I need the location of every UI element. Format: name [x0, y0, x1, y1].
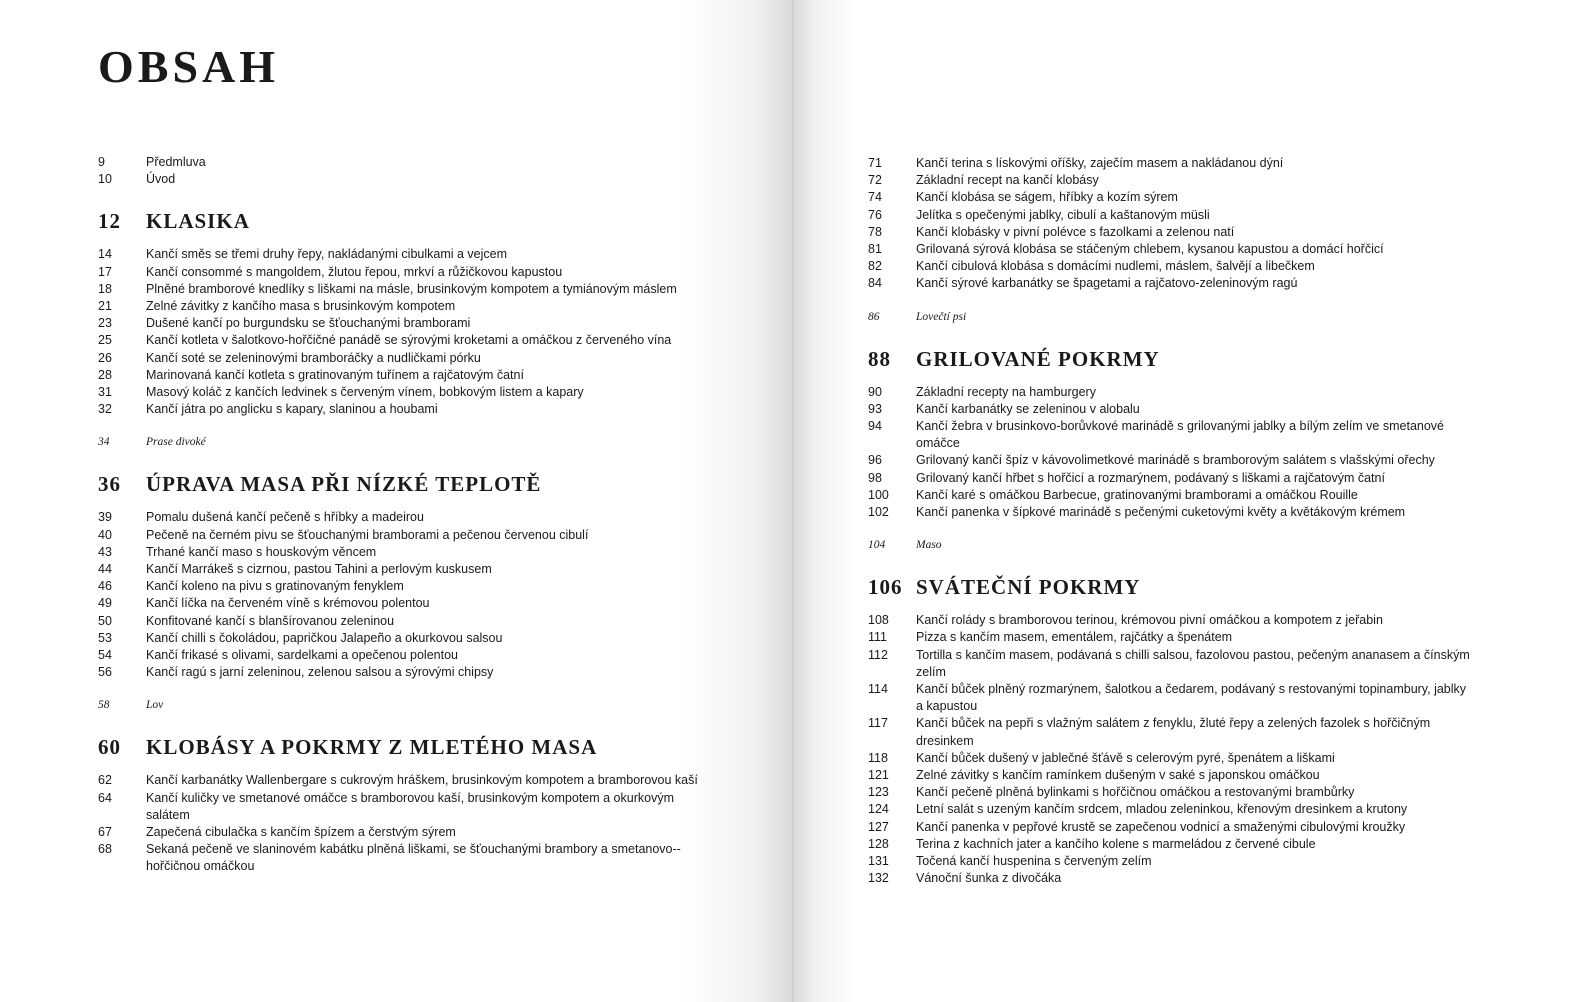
- toc-entry: [98, 298, 794, 315]
- entry-title: Kančí líčka na červeném víně s krémovou polentou: [146, 596, 430, 611]
- feature-title: Prase divoké: [146, 436, 206, 449]
- entry-title: Točená kančí huspenina s červeným zelím: [916, 854, 1152, 869]
- toc-section: [98, 471, 794, 714]
- toc-entry: [868, 487, 1588, 504]
- entry-page-number: 132: [868, 871, 889, 886]
- toc-entry: [868, 819, 1588, 836]
- entry-page-number: 76: [868, 207, 882, 222]
- toc-entry: [98, 578, 794, 595]
- entry-page-number: 72: [868, 173, 882, 188]
- entry-page-number: 50: [98, 613, 112, 628]
- entry-title: Úvod: [146, 172, 176, 187]
- entry-title: Kančí consommé s mangoldem, žlutou řepou, mrkví a růžičkovou kapustou: [146, 264, 563, 279]
- toc-entry: [98, 332, 794, 349]
- entry-title: Kančí bůček na pepři s vlažným salátem z fenyklu, žluté řepy a zelených fazolek s hořčičným dresinkem: [916, 716, 1431, 748]
- entry-title: Masový koláč z kančích ledvinek s červeným vínem, bobkovým listem a kapary: [146, 385, 584, 400]
- entry-title: Kančí směs se třemi druhy řepy, nakládanými cibulkami a vejcem: [146, 247, 508, 262]
- toc-entry: [868, 401, 1588, 418]
- left-sections: [98, 208, 794, 875]
- toc-entry: [98, 630, 794, 647]
- entry-title: Základní recepty na hamburgery: [916, 384, 1096, 399]
- toc-entry: [98, 527, 794, 544]
- toc-entry: [868, 784, 1588, 801]
- toc-entry: [868, 836, 1588, 853]
- toc-entry: [98, 790, 794, 824]
- entry-title: Jelítka s opečenými jablky, cibulí a kaštanovým müsli: [916, 207, 1210, 222]
- entry-page-number: 131: [868, 854, 889, 869]
- toc-entry: [98, 367, 794, 384]
- entry-page-number: 84: [868, 276, 882, 291]
- entry-title: Plněné bramborové knedlíky s liškami na másle, brusinkovým kompotem a tymiánovým máslem: [146, 281, 677, 296]
- section-heading: [868, 346, 1588, 372]
- entry-title: Kančí karé s omáčkou Barbecue, gratinovanými bramborami a omáčkou Rouille: [916, 487, 1358, 502]
- feature-page-number: 58: [98, 699, 110, 712]
- entry-page-number: 39: [98, 510, 112, 525]
- feature-page-number: 104: [868, 539, 886, 552]
- entry-title: Vánoční šunka z divočáka: [916, 871, 1062, 886]
- entry-title: Kančí bůček plněný rozmarýnem, šalotkou a čedarem, podávaný s restovanými topinambury, jablky a kapustou: [916, 682, 1467, 714]
- entry-page-number: 23: [98, 316, 112, 331]
- continued-feature-slot: [868, 309, 1588, 326]
- entry-title: Marinovaná kančí kotleta s gratinovaným tuřínem a rajčatovým čatní: [146, 367, 524, 382]
- entry-title: Kančí sýrové karbanátky se špagetami a rajčatovo-zeleninovým ragú: [916, 276, 1298, 291]
- feature-entry: [98, 697, 794, 714]
- entry-page-number: 128: [868, 836, 889, 851]
- entry-page-number: 43: [98, 544, 112, 559]
- entry-title: Kančí játra po anglicku s kapary, slaninou a houbami: [146, 402, 438, 417]
- toc-entry: [98, 647, 794, 664]
- entry-title: Kančí koleno na pivu s gratinovaným fenyklem: [146, 579, 404, 594]
- toc-entry: [868, 715, 1588, 749]
- toc-entry: [868, 647, 1588, 681]
- toc-entry: [98, 824, 794, 841]
- entry-title: Kančí kuličky ve smetanové omáčce s bramborovou kaší, brusinkovým kompotem a okurkovým salátem: [146, 790, 674, 822]
- toc-entry: [868, 767, 1588, 784]
- entry-page-number: 44: [98, 562, 112, 577]
- entry-title: Kančí ragú s jarní zeleninou, zelenou salsou a sýrovými chipsy: [146, 665, 494, 680]
- toc-entry: [868, 612, 1588, 629]
- entry-title: Pečeně na černém pivu se šťouchanými bramborami a pečenou červenou cibulí: [146, 527, 589, 542]
- page-title: OBSAH: [98, 41, 280, 92]
- feature-title: Lovečtí psi: [916, 310, 967, 323]
- entry-page-number: 67: [98, 825, 112, 840]
- feature-page-number: 34: [98, 436, 110, 449]
- entry-page-number: 53: [98, 630, 112, 645]
- entry-title: Kančí karbanátky se zeleninou v alobalu: [916, 401, 1140, 416]
- toc-entry: [98, 171, 794, 188]
- toc-entry: [868, 870, 1588, 887]
- toc-entry: [868, 470, 1588, 487]
- entry-page-number: 81: [868, 242, 882, 257]
- section-heading: [98, 734, 794, 760]
- entry-title: Sekaná pečeně ve slaninovém kabátku plněná liškami, se šťouchanými brambory a smetanovo--hořčičnou omáčkou: [146, 842, 681, 874]
- feature-entry: [868, 537, 1588, 554]
- entry-title: Grilovaný kančí hřbet s hořčicí a rozmarýnem, podávaný s liškami a rajčatovým čatní: [916, 470, 1385, 485]
- toc-entry: [98, 595, 794, 612]
- entry-title: Kančí kotleta v šalotkovo-hořčičné panádě se sýrovými kroketami a omáčkou z červeného vína: [146, 333, 672, 348]
- entry-page-number: 121: [868, 768, 889, 783]
- toc-entry: [98, 281, 794, 298]
- front-matter-list: [98, 154, 794, 188]
- entry-page-number: 96: [868, 453, 882, 468]
- entry-page-number: 9: [98, 155, 105, 169]
- entry-page-number: 111: [868, 630, 888, 645]
- entry-page-number: 124: [868, 802, 889, 817]
- toc-entry: [98, 841, 794, 875]
- toc-entry: [98, 613, 794, 630]
- toc-entry: [868, 258, 1588, 275]
- entry-title: Kančí frikasé s olivami, sardelkami a opečenou polentou: [146, 648, 458, 663]
- toc-entry: [868, 275, 1588, 292]
- entry-page-number: 18: [98, 281, 112, 296]
- toc-entry: [868, 241, 1588, 258]
- entry-page-number: 71: [868, 156, 882, 170]
- entry-page-number: 123: [868, 785, 889, 800]
- entry-title: Grilovaná sýrová klobása se stáčeným chlebem, kysanou kapustou a domácí hořčicí: [916, 242, 1384, 257]
- entry-page-number: 127: [868, 819, 889, 834]
- toc-entry: [98, 401, 794, 418]
- entry-page-number: 90: [868, 384, 882, 399]
- section-title: SVÁTEČNÍ POKRMY: [916, 575, 1141, 600]
- entry-title: Grilovaný kančí špíz v kávovolimetkové marinádě s bramborovým salátem s vlašskými ořechy: [916, 453, 1435, 468]
- toc-entry: [98, 664, 794, 681]
- entry-page-number: 112: [868, 647, 888, 662]
- entry-title: Zelné závitky z kančího masa s brusinkovým kompotem: [146, 299, 456, 314]
- entry-page-number: 93: [868, 401, 882, 416]
- entry-title: Předmluva: [146, 155, 206, 169]
- toc-entry: [868, 452, 1588, 469]
- section-heading: [98, 471, 794, 497]
- section-page-number: 106: [868, 575, 903, 600]
- entry-title: Kančí panenka v šípkové marinádě s pečenými cuketovými květy a květákovým krémem: [916, 505, 1406, 520]
- entry-title: Kančí pečeně plněná bylinkami s hořčičnou omáčkou a restovanými brambůrky: [916, 785, 1355, 800]
- toc-section: [868, 346, 1588, 555]
- toc-entry: [98, 264, 794, 281]
- toc-entry: [98, 350, 794, 367]
- entry-title: Konfitované kančí s blanšírovanou zeleninou: [146, 613, 395, 628]
- entry-page-number: 64: [98, 790, 112, 805]
- toc-entry: [868, 155, 1588, 172]
- entry-page-number: 100: [868, 487, 889, 502]
- entry-page-number: 17: [98, 264, 112, 279]
- entry-page-number: 68: [98, 842, 112, 857]
- entry-page-number: 94: [868, 419, 882, 434]
- section-page-number: 88: [868, 346, 891, 371]
- entry-title: Kančí Marrákeš s cizrnou, pastou Tahini a perlovým kuskusem: [146, 562, 492, 577]
- entry-page-number: 82: [868, 259, 882, 274]
- entry-title: Trhané kančí maso s houskovým věncem: [146, 544, 377, 559]
- entry-title: Kančí klobása se ságem, hříbky a kozím sýrem: [916, 190, 1178, 205]
- section-title: KLASIKA: [146, 209, 250, 234]
- entry-title: Kančí karbanátky Wallenbergare s cukrovým hráškem, brusinkovým kompotem a bramborovou kaší: [146, 773, 698, 788]
- toc-section: [868, 574, 1588, 887]
- entry-page-number: 118: [868, 750, 888, 765]
- entry-title: Pomalu dušená kančí pečeně s hříbky a madeirou: [146, 510, 424, 525]
- entry-title: Kančí soté se zeleninovými bramboráčky a nudličkami pórku: [146, 350, 481, 365]
- entry-page-number: 25: [98, 333, 112, 348]
- toc-section: [98, 208, 794, 451]
- entry-page-number: 46: [98, 579, 112, 594]
- entry-title: Základní recept na kančí klobásy: [916, 173, 1099, 188]
- entry-page-number: 102: [868, 505, 889, 520]
- feature-entry: [98, 434, 794, 451]
- section-title: KLOBÁSY A POKRMY Z MLETÉHO MASA: [146, 735, 598, 760]
- entry-title: Terina z kachních jater a kančího kolene s marmeládou z červené cibule: [916, 836, 1316, 851]
- entry-page-number: 49: [98, 596, 112, 611]
- entry-page-number: 114: [868, 682, 888, 697]
- entry-title: Kančí terina s lískovými oříšky, zaječím masem a nakládanou dýní: [916, 156, 1284, 170]
- entry-page-number: 74: [868, 190, 882, 205]
- toc-entry: [98, 154, 794, 171]
- toc-entry: [98, 509, 794, 526]
- entry-title: Kančí bůček dušený v jablečné šťávě s celerovým pyré, špenátem a liškami: [916, 750, 1335, 765]
- entry-title: Kančí klobásky v pivní polévce s fazolkami a zelenou natí: [916, 224, 1235, 239]
- section-page-number: 60: [98, 735, 121, 760]
- entry-page-number: 21: [98, 299, 112, 314]
- feature-entry: [868, 309, 1588, 326]
- toc-entry: [868, 207, 1588, 224]
- entry-page-number: 56: [98, 665, 112, 680]
- entry-title: Dušené kančí po burgundsku se šťouchanými bramborami: [146, 316, 471, 331]
- entry-page-number: 117: [868, 716, 888, 731]
- entry-page-number: 108: [868, 613, 889, 628]
- entry-page-number: 62: [98, 773, 112, 788]
- toc-entry: [98, 544, 794, 561]
- toc-entry: [868, 384, 1588, 401]
- section-title: GRILOVANÉ POKRMY: [916, 346, 1160, 371]
- entry-page-number: 31: [98, 385, 112, 400]
- entry-page-number: 78: [868, 224, 882, 239]
- section-heading: [868, 574, 1588, 600]
- feature-title: Lov: [146, 699, 164, 712]
- right-sections: [868, 346, 1588, 888]
- toc-entry: [98, 772, 794, 789]
- feature-title: Maso: [916, 539, 942, 552]
- continued-list: [868, 155, 1588, 293]
- entry-page-number: 54: [98, 648, 112, 663]
- entry-page-number: 10: [98, 172, 112, 187]
- entry-title: Letní salát s uzeným kančím srdcem, mladou zeleninkou, křenovým dresinkem a krutony: [916, 802, 1408, 817]
- toc-entry: [868, 172, 1588, 189]
- entry-title: Zelné závitky s kančím ramínkem dušeným v saké s japonskou omáčkou: [916, 768, 1320, 783]
- entry-page-number: 40: [98, 527, 112, 542]
- toc-entry: [868, 224, 1588, 241]
- entry-title: Pizza s kančím masem, ementálem, rajčátky a špenátem: [916, 630, 1233, 645]
- right-page: [794, 0, 1588, 1002]
- entry-page-number: 98: [868, 470, 882, 485]
- toc-entry: [868, 629, 1588, 646]
- entry-title: Kančí panenka v pepřové krustě se zapečenou vodnicí a smaženými cibulovými kroužky: [916, 819, 1406, 834]
- toc-entry: [868, 853, 1588, 870]
- entry-title: Tortilla s kančím masem, podávaná s chilli salsou, fazolovou pastou, pečeným ananasem a čínským zelím: [916, 647, 1470, 679]
- toc-entry: [868, 750, 1588, 767]
- entry-title: Zapečená cibulačka s kančím špízem a čerstvým sýrem: [146, 825, 456, 840]
- toc-entry: [868, 801, 1588, 818]
- toc-entry: [98, 315, 794, 332]
- toc-entry: [98, 246, 794, 263]
- entry-title: Kančí chilli s čokoládou, papričkou Jalapeño a okurkovou salsou: [146, 630, 503, 645]
- toc-entry: [868, 418, 1588, 452]
- section-page-number: 36: [98, 472, 121, 497]
- entry-title: Kančí cibulová klobása s domácími nudlemi, máslem, šalvějí a libečkem: [916, 259, 1315, 274]
- toc-entry: [98, 561, 794, 578]
- toc-entry: [868, 504, 1588, 521]
- section-page-number: 12: [98, 209, 121, 234]
- section-title: ÚPRAVA MASA PŘI NÍZKÉ TEPLOTĚ: [146, 472, 542, 497]
- entry-title: Kančí rolády s bramborovou terinou, krémovou pivní omáčkou a kompotem z jeřabin: [916, 613, 1383, 628]
- toc-entry: [98, 384, 794, 401]
- entry-page-number: 28: [98, 367, 112, 382]
- toc-entry: [868, 681, 1588, 715]
- entry-page-number: 26: [98, 350, 112, 365]
- toc-section: [98, 734, 794, 875]
- entry-title: Kančí žebra v brusinkovo-borůvkové marinádě s grilovanými jablky a bílým zelím ve smetanové omáčce: [916, 419, 1445, 451]
- section-heading: [98, 208, 794, 234]
- entry-page-number: 32: [98, 402, 112, 417]
- toc-entry: [868, 189, 1588, 206]
- feature-page-number: 86: [868, 310, 880, 323]
- entry-page-number: 14: [98, 247, 112, 262]
